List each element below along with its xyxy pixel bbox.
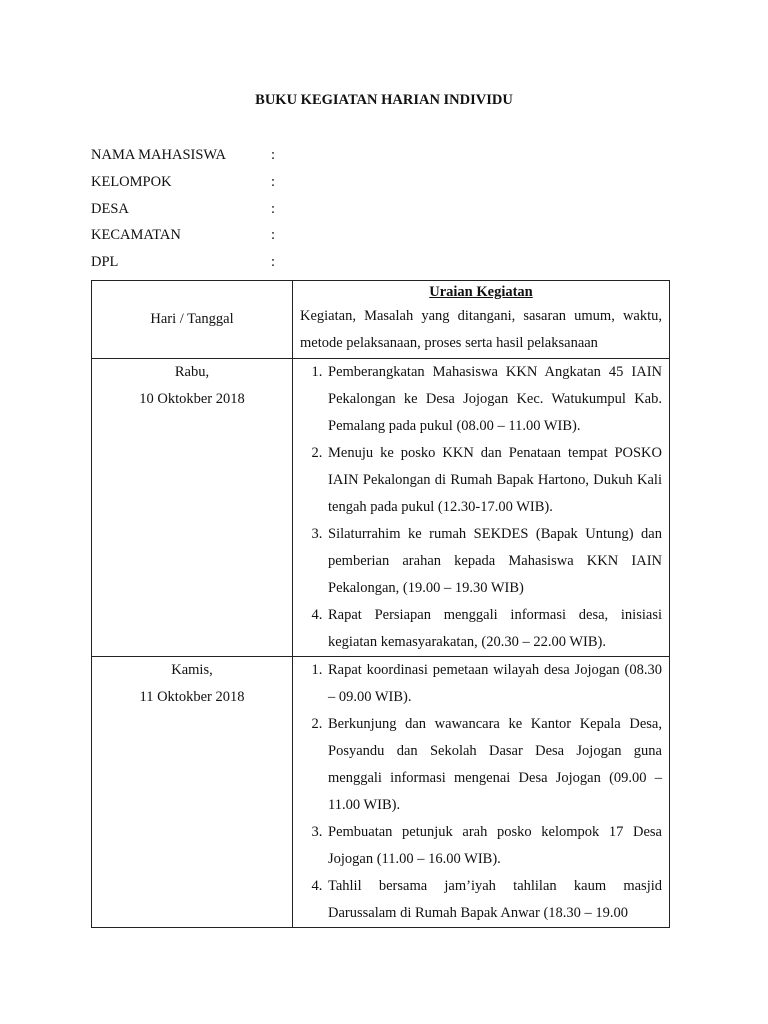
field-label: NAMA MAHASISWA — [91, 147, 226, 163]
day-date: 10 Oktokber 2018 — [139, 391, 245, 407]
activity-list — [293, 359, 669, 656]
header-uraian-desc-line2: metode pelaksanaan, proses serta hasil pelaksanaan — [300, 335, 598, 351]
header-hari-tanggal: Hari / Tanggal — [92, 281, 293, 359]
header-uraian-desc-line1: Kegiatan, Masalah yang ditangani, sasaran umum, waktu, — [300, 308, 662, 324]
activity-cell — [293, 359, 670, 657]
activity-cell — [293, 657, 670, 928]
day-cell — [92, 657, 293, 928]
field-colon: : — [271, 201, 276, 217]
field-colon: : — [271, 174, 276, 190]
table-header-row — [92, 281, 670, 359]
document-title: BUKU KEGIATAN HARIAN INDIVIDU — [255, 92, 513, 108]
day-date: 11 Oktokber 2018 — [139, 689, 245, 705]
activity-item: 3. Silaturrahim ke rumah SEKDES (Bapak Untung) dan pemberian arahan kepada Mahasiswa KKN IAIN Pekalongan, (19.00 – 19.30 WIB) — [326, 521, 662, 602]
activity-item: 1. Rapat koordinasi pemetaan wilayah desa Jojogan (08.30 – 09.00 WIB). — [326, 657, 662, 711]
header-uraian-title: Uraian Kegiatan — [429, 284, 533, 300]
activity-item: 4. Tahlil bersama jam’iyah tahlilan kaum masjid Darussalam di Rumah Bapak Anwar (18.30 – 19.00 — [326, 873, 662, 927]
field-colon: : — [271, 254, 276, 270]
field-colon: : — [271, 147, 276, 163]
table-row — [92, 657, 670, 928]
table-row — [92, 359, 670, 657]
activity-list — [293, 657, 669, 927]
activity-item: 1. Pemberangkatan Mahasiswa KKN Angkatan 45 IAIN Pekalongan ke Desa Jojogan Kec. Watukumpul Kab. Pemalang pada pukul (08.00 – 11.00 WIB). — [326, 359, 662, 440]
field-label: DESA — [91, 201, 129, 217]
day-name: Rabu, — [174, 364, 210, 380]
field-colon: : — [271, 227, 276, 243]
field-label: DPL — [91, 254, 119, 270]
activity-item: 4. Rapat Persiapan menggali informasi desa, inisiasi kegiatan kemasyarakatan, (20.30 – 22.00 WIB). — [326, 602, 662, 656]
activity-item: 3. Pembuatan petunjuk arah posko kelompok 17 Desa Jojogan (11.00 – 16.00 WIB). — [326, 819, 662, 873]
header-uraian-kegiatan — [293, 281, 670, 359]
field-label: KELOMPOK — [91, 174, 172, 190]
day-name: Kamis, — [171, 662, 213, 678]
activity-table — [91, 280, 670, 928]
activity-item: 2. Berkunjung dan wawancara ke Kantor Kepala Desa, Posyandu dan Sekolah Dasar Desa Jojogan guna menggali informasi mengenai Desa Jojogan (09.00 – 11.00 WIB). — [326, 711, 662, 819]
field-label: KECAMATAN — [91, 227, 181, 243]
day-cell — [92, 359, 293, 657]
activity-item: 2. Menuju ke posko KKN dan Penataan tempat POSKO IAIN Pekalongan di Rumah Bapak Hartono, Dukuh Kali tengah pada pukul (12.30-17.00 WIB). — [326, 440, 662, 521]
